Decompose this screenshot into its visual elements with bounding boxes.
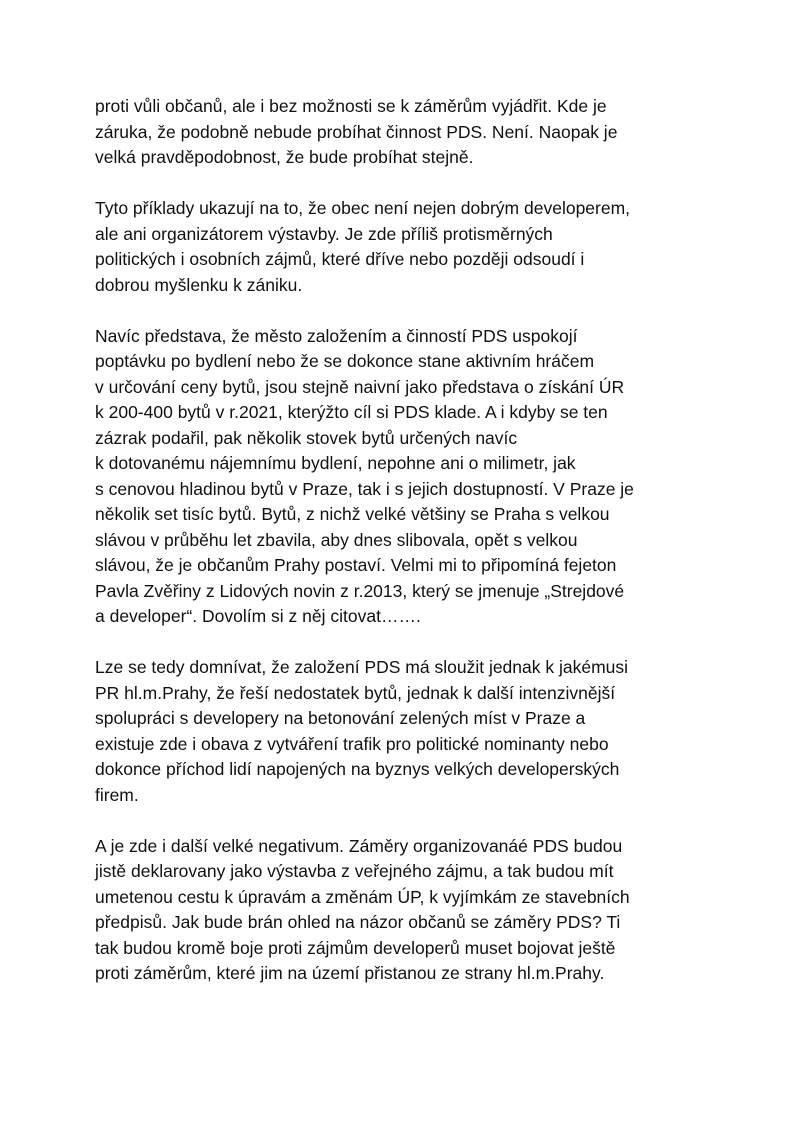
paragraph-2	[95, 196, 705, 298]
paragraph-3	[95, 324, 705, 630]
text-line: dokonce příchod lidí napojených na byznys velkých developerských	[95, 759, 620, 779]
text-line: k dotovanému nájemnímu bydlení, nepohne ani o milimetr, jak	[95, 453, 576, 473]
text-line: s cenovou hladinou bytů v Praze, tak i s jejich dostupností. V Praze je	[95, 478, 634, 499]
text-line: v určování ceny bytů, jsou stejně naivní jako představa o získání ÚR	[95, 376, 625, 397]
text-line: slávou, že je občanům Prahy postaví. Velmi mi to připomíná fejeton	[95, 555, 617, 575]
text-line: poptávku po bydlení nebo že se dokonce stane aktivním hráčem	[95, 351, 595, 371]
text-line: PR hl.m.Prahy, že řeší nedostatek bytů, jednak k další intenzivnější	[95, 682, 616, 703]
text-line: Lze se tedy domnívat, že založení PDS má sloužit jednak k jakémusi	[95, 657, 629, 677]
document-body	[95, 94, 705, 1012]
text-line: existuje zde i obava z vytváření trafik pro politické nominanty nebo	[95, 733, 609, 754]
text-line: proti vůli občanů, ale i bez možnosti se k záměrům vyjádřit. Kde je	[95, 96, 607, 116]
text-line: a developer“. Dovolím si z něj citovat…….	[95, 606, 421, 626]
text-line: zázrak podařil, pak několik stovek bytů určených navíc	[95, 427, 518, 448]
text-line: Navíc představa, že město založením a činností PDS uspokojí	[95, 325, 578, 346]
text-line: A je zde i další velké negativum. Záměry organizovanáé PDS budou	[95, 835, 623, 856]
text-line: předpisů. Jak bude brán ohled na názor občanů se záměry PDS? Ti	[95, 912, 621, 932]
text-line: dobrou myšlenku k zániku.	[95, 274, 303, 295]
text-line: umetenou cestu k úpravám a změnám ÚP, k vyjímkám ze stavebních	[95, 886, 630, 907]
text-line: proti záměrům, které jim na území přistanou ze strany hl.m.Prahy.	[95, 963, 605, 983]
text-line: tak budou kromě boje proti zájmům developerů muset bojovat ještě	[95, 937, 616, 958]
text-line: ale ani organizátorem výstavby. Je zde příliš protisměrných	[95, 223, 553, 244]
paragraph-4	[95, 655, 705, 808]
text-line: politických i osobních zájmů, které dříve nebo později odsoudí i	[95, 249, 585, 269]
text-line: Pavla Zvěřiny z Lidových novin z r.2013, který se jmenuje „Strejdové	[95, 580, 625, 601]
text-line: spolupráci s developery na betonování zelených míst v Praze a	[95, 708, 586, 728]
text-line: záruka, že podobně nebude probíhat činnost PDS. Není. Naopak je	[95, 121, 618, 142]
paragraph-5	[95, 834, 705, 987]
text-line: Tyto příklady ukazují na to, že obec není nejen dobrým developerem,	[95, 198, 631, 218]
paragraph-1	[95, 94, 705, 171]
text-line: k 200-400 bytů v r.2021, kterýžto cíl si PDS klade. A i kdyby se ten	[95, 402, 608, 422]
text-line: několik set tisíc bytů. Bytů, z nichž velké většiny se Praha s velkou	[95, 504, 610, 524]
text-line: slávou v průběhu let zbavila, aby dnes slibovala, opět s velkou	[95, 529, 578, 550]
text-line: velká pravděpodobnost, že bude probíhat stejně.	[95, 147, 474, 167]
text-line: jistě deklarovany jako výstavba z veřejného zájmu, a tak budou mít	[95, 861, 614, 881]
text-line: firem.	[95, 784, 139, 805]
